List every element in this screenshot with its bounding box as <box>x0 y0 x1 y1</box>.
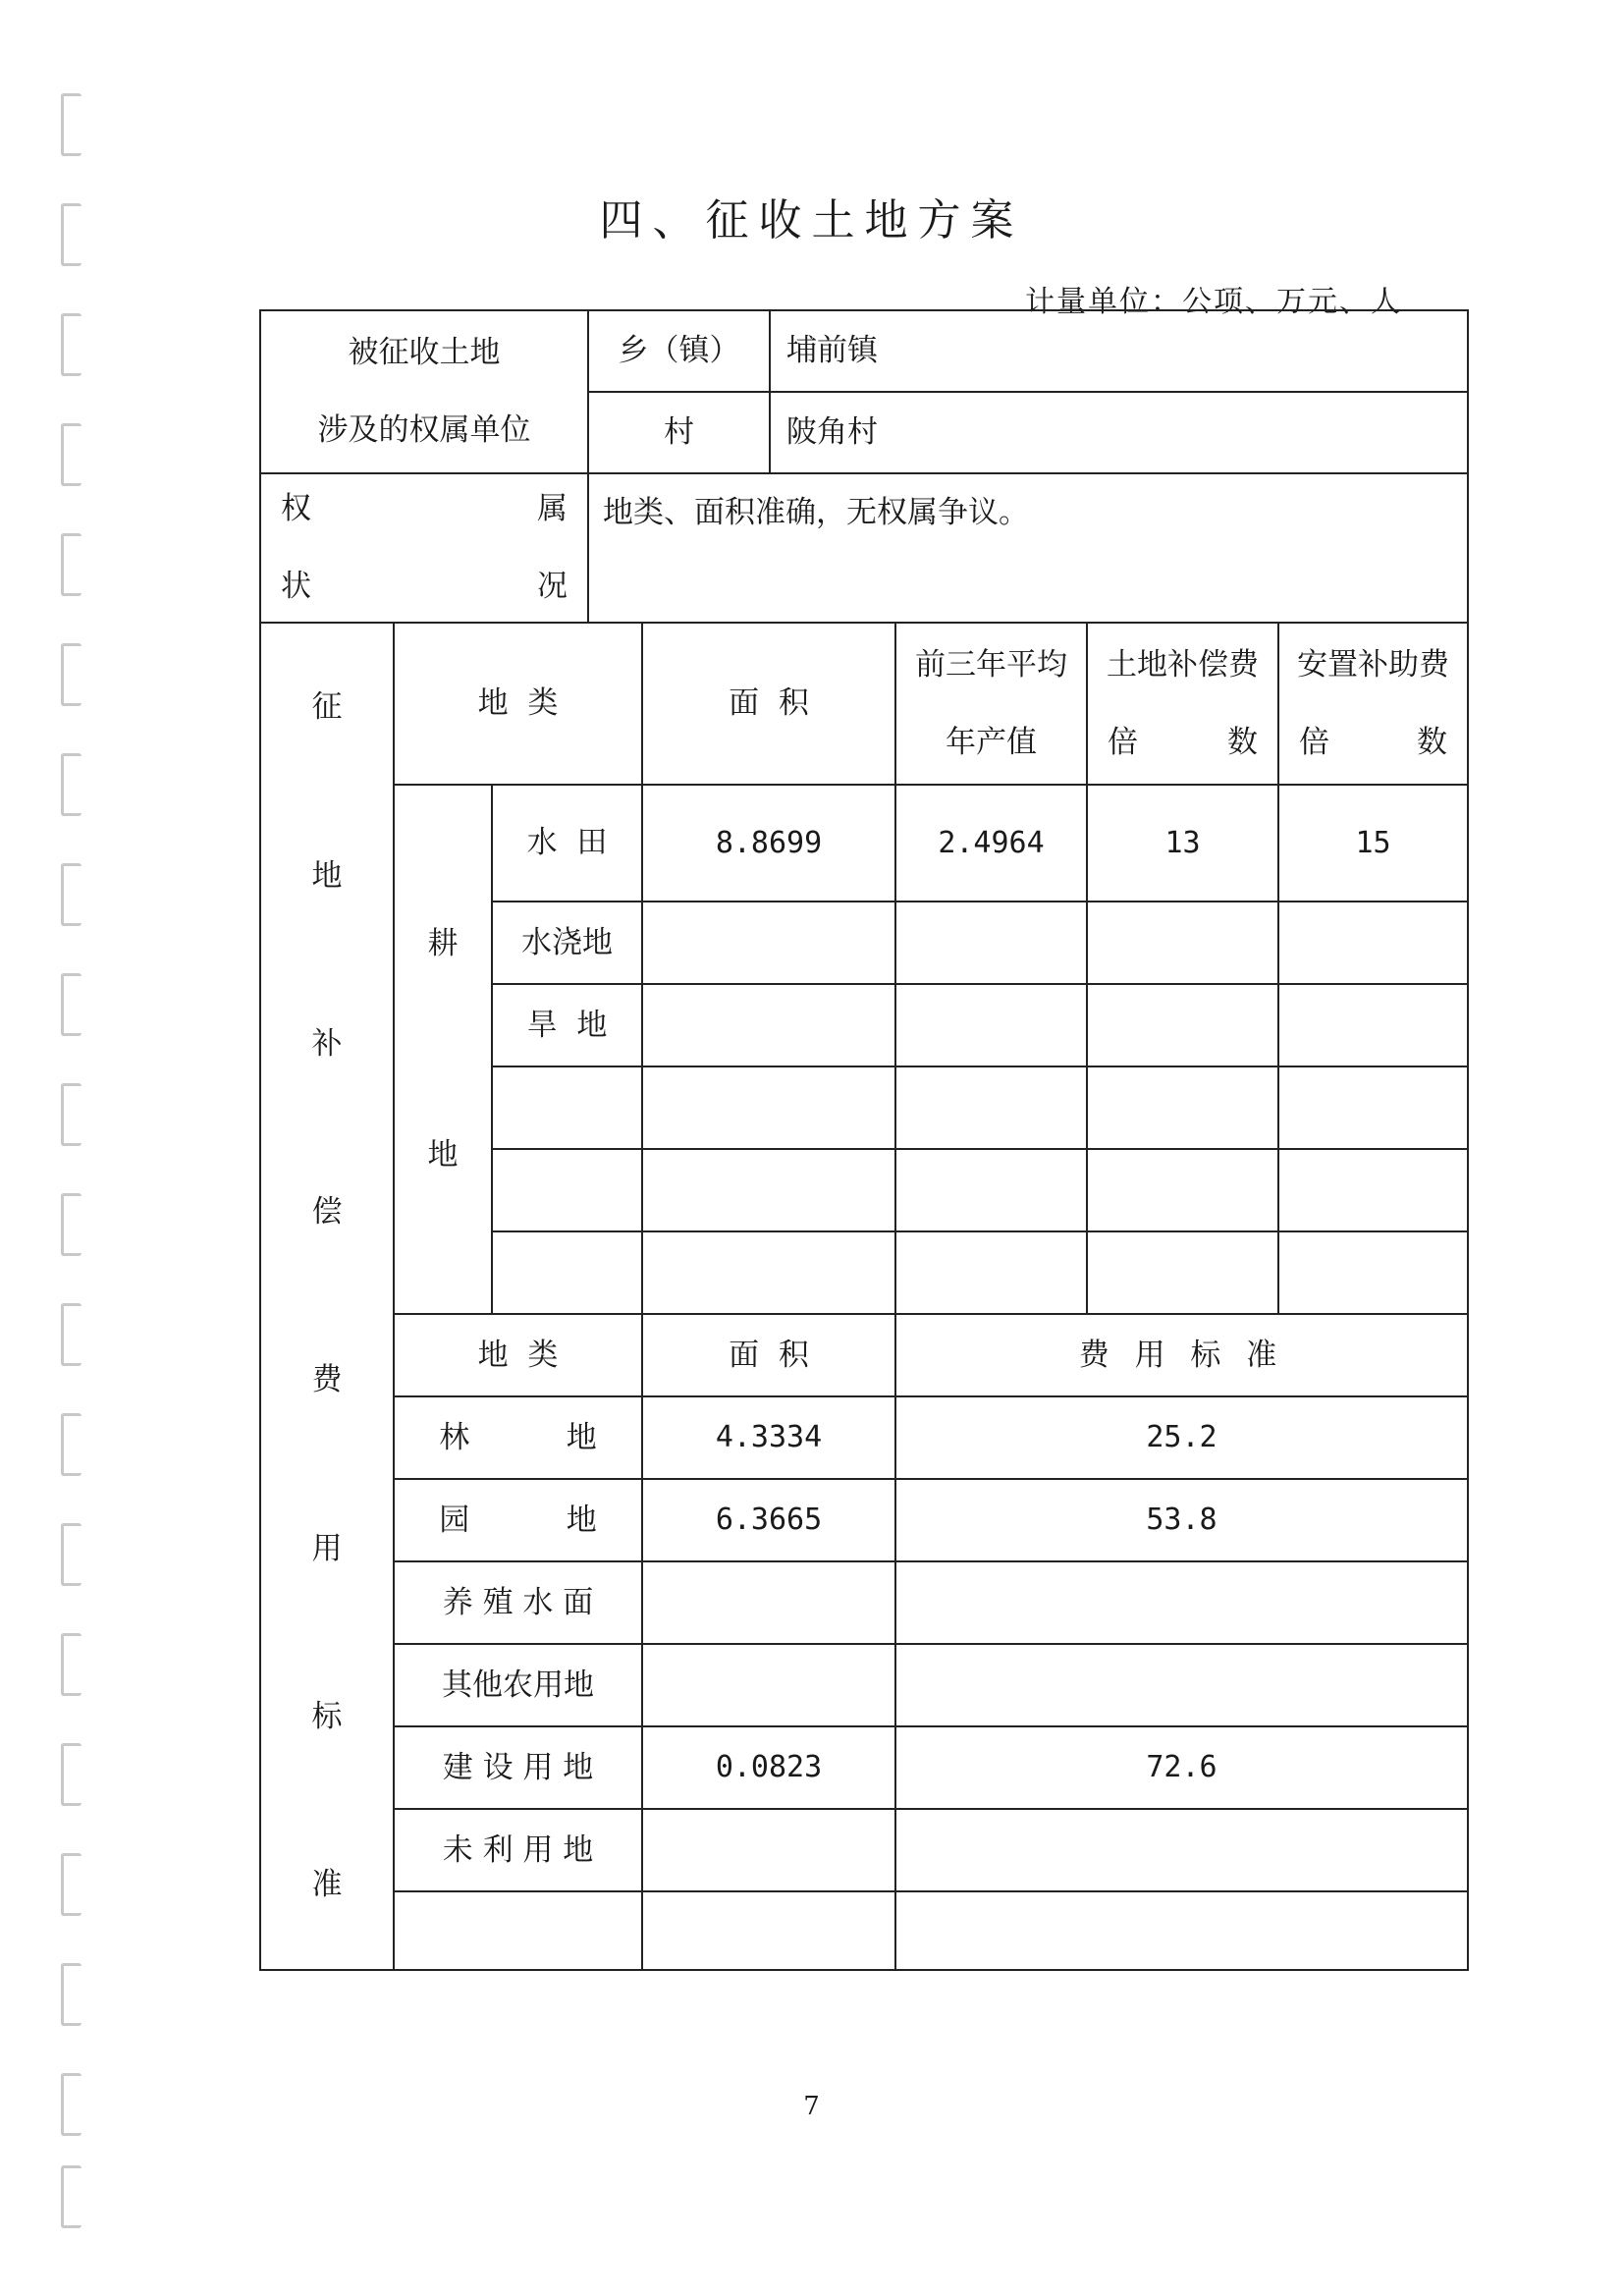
status-label-a: 权 <box>281 491 311 527</box>
other-area: 0.0823 <box>642 1726 895 1809</box>
table-row <box>260 1726 1468 1809</box>
cult-area <box>642 1066 895 1149</box>
side-char: 征 <box>311 689 343 726</box>
resettle-a: 倍 <box>1299 724 1329 760</box>
other-standard <box>895 1809 1468 1891</box>
unit-note: 计量单位：公项、万元、人 <box>1025 285 1402 319</box>
cult-type: 水浇地 <box>492 902 642 984</box>
table-row <box>260 1809 1468 1891</box>
town-value: 埔前镇 <box>770 310 1468 392</box>
table-row <box>260 1891 1468 1970</box>
other-standard <box>895 1561 1468 1644</box>
village-label: 村 <box>588 392 770 473</box>
cult-comp <box>1087 1231 1278 1314</box>
avg-line2: 年产值 <box>946 724 1037 760</box>
comp-a: 倍 <box>1108 724 1138 760</box>
avg-line1: 前三年平均 <box>915 646 1067 683</box>
table-row <box>260 1396 1468 1479</box>
comp-line1: 土地补偿费 <box>1107 646 1259 683</box>
page-number: 7 <box>803 2092 820 2121</box>
status-value: 地类、面积准确，无权属争议。 <box>588 473 1468 623</box>
side-label <box>260 623 394 1970</box>
status-label-d: 况 <box>537 569 568 604</box>
cult-resettle <box>1278 1149 1468 1231</box>
other-type: 未 利 用 地 <box>394 1809 642 1891</box>
other-type: 养 殖 水 面 <box>394 1561 642 1644</box>
cult-resettle <box>1278 1066 1468 1149</box>
ownership-label-line2: 涉及的权属单位 <box>317 412 531 448</box>
cult-avg <box>895 1231 1087 1314</box>
cult-resettle: 15 <box>1278 785 1468 902</box>
status-label-b: 属 <box>537 491 568 527</box>
other-standard: 53.8 <box>895 1479 1468 1561</box>
comp-b: 数 <box>1227 724 1258 760</box>
other-header-area: 面 积 <box>642 1314 895 1396</box>
cult-resettle <box>1278 1231 1468 1314</box>
other-area: 6.3665 <box>642 1479 895 1561</box>
cult-resettle <box>1278 984 1468 1066</box>
cult-avg <box>895 984 1087 1066</box>
cult-avg <box>895 1149 1087 1231</box>
cultivated-label-bottom: 地 <box>427 1136 459 1173</box>
cult-header-area: 面 积 <box>642 623 895 785</box>
side-char: 标 <box>311 1698 343 1734</box>
ownership-label-line1: 被征收土地 <box>348 335 501 371</box>
other-area <box>642 1644 895 1726</box>
cult-type: 水 田 <box>492 785 642 902</box>
cult-resettle <box>1278 902 1468 984</box>
other-standard <box>895 1891 1468 1970</box>
other-area: 4.3334 <box>642 1396 895 1479</box>
other-standard <box>895 1644 1468 1726</box>
village-value: 陂角村 <box>770 392 1468 473</box>
side-char: 偿 <box>311 1194 343 1230</box>
side-char: 准 <box>311 1867 343 1902</box>
cult-type: 旱 地 <box>492 984 642 1066</box>
other-type: 园 地 <box>394 1479 642 1561</box>
table-row <box>260 1561 1468 1644</box>
other-standard: 25.2 <box>895 1396 1468 1479</box>
cult-comp <box>1087 984 1278 1066</box>
status-label-c: 状 <box>281 569 311 604</box>
cult-area <box>642 1231 895 1314</box>
other-type: 林 地 <box>394 1396 642 1479</box>
other-area <box>642 1561 895 1644</box>
cult-header-comp <box>1087 623 1278 785</box>
cult-area <box>642 984 895 1066</box>
cult-area <box>642 902 895 984</box>
side-char: 补 <box>311 1025 343 1062</box>
cult-avg <box>895 902 1087 984</box>
table-row <box>260 1644 1468 1726</box>
cult-avg: 2.4964 <box>895 785 1087 902</box>
table-row <box>260 1479 1468 1561</box>
status-label <box>260 473 588 623</box>
ownership-label <box>260 310 588 473</box>
cult-header-avg <box>895 623 1087 785</box>
cult-comp: 13 <box>1087 785 1278 902</box>
side-char: 地 <box>311 857 343 894</box>
resettle-b: 数 <box>1417 724 1447 760</box>
cult-area: 8.8699 <box>642 785 895 902</box>
other-standard: 72.6 <box>895 1726 1468 1809</box>
cult-header-resettle <box>1278 623 1468 785</box>
cult-area <box>642 1149 895 1231</box>
cult-comp <box>1087 1066 1278 1149</box>
other-area <box>642 1891 895 1970</box>
other-area <box>642 1809 895 1891</box>
binding-holes <box>61 93 94 2224</box>
cult-comp <box>1087 902 1278 984</box>
other-header-type: 地 类 <box>394 1314 642 1396</box>
town-label: 乡（镇） <box>588 310 770 392</box>
cult-comp <box>1087 1149 1278 1231</box>
other-type <box>394 1891 642 1970</box>
cultivated-label-top: 耕 <box>427 925 459 961</box>
other-header-standard: 费 用 标 准 <box>895 1314 1468 1396</box>
cultivated-label <box>394 785 492 1314</box>
cult-avg <box>895 1066 1087 1149</box>
cult-type <box>492 1149 642 1231</box>
other-type: 建 设 用 地 <box>394 1726 642 1809</box>
side-char: 费 <box>311 1362 343 1398</box>
resettle-line1: 安置补助费 <box>1297 646 1449 683</box>
table-row <box>260 785 1468 902</box>
cult-type <box>492 1066 642 1149</box>
side-char: 用 <box>311 1530 343 1566</box>
other-type: 其他农用地 <box>394 1644 642 1726</box>
cult-header-type: 地 类 <box>394 623 642 785</box>
cult-type <box>492 1231 642 1314</box>
page-title: 四、征收土地方案 <box>599 195 1024 246</box>
land-acquisition-table <box>259 309 1467 1971</box>
